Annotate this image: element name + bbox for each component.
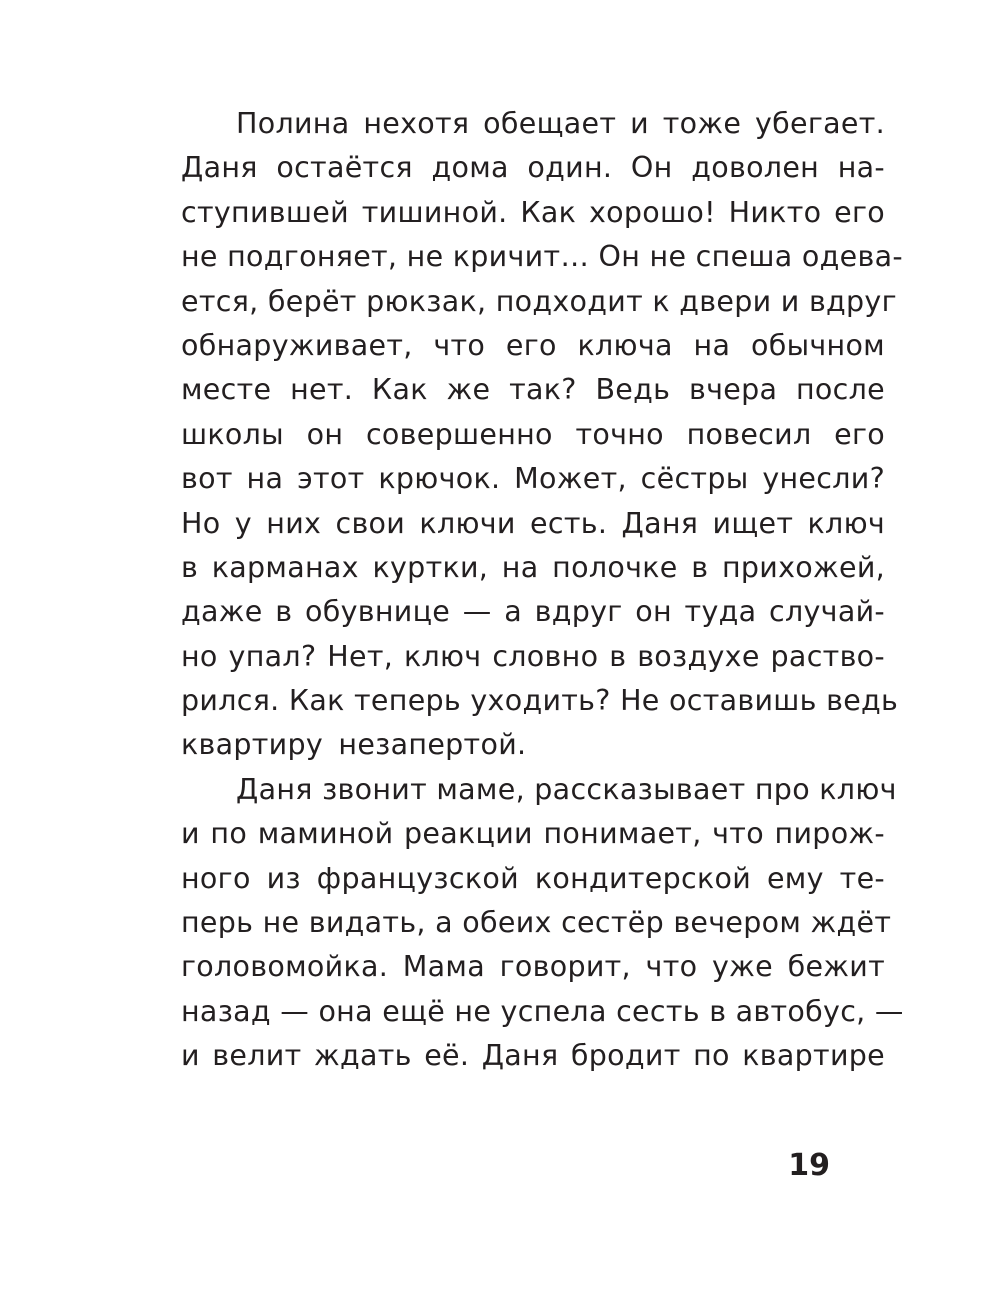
text-line: и по маминой реакции понимает, что пирож-: [181, 817, 885, 851]
body-text: [181, 102, 904, 1079]
text-line: ного из французской кондитерской ему те-: [181, 861, 885, 895]
text-line: квартиру незапертой.: [181, 728, 527, 762]
text-line: перь не видать, а обеих сестёр вечером ждёт: [181, 906, 892, 940]
text-line: но упал? Нет, ключ словно в воздухе раство-: [181, 639, 885, 673]
text-line: месте нет. Как же так? Ведь вчера после: [181, 373, 885, 407]
text-line: вот на этот крючок. Может, сёстры унесли?: [181, 462, 885, 496]
text-line: ступившей тишиной. Как хорошо! Никто его: [181, 195, 885, 229]
text-line: в карманах куртки, на полочке в прихожей,: [181, 550, 885, 584]
text-line: даже в обувнице — а вдруг он туда случай-: [181, 595, 885, 629]
text-line: головомойка. Мама говорит, что уже бежит: [181, 950, 885, 984]
text-line: Полина нехотя обещает и тоже убегает.: [236, 107, 885, 140]
text-line: школы он совершенно точно повесил его: [181, 417, 885, 451]
text-line: не подгоняет, не кричит… Он не спеша одева-: [181, 240, 903, 274]
text-line: и велит ждать её. Даня бродит по квартире: [181, 1039, 885, 1073]
text-line: назад — она ещё не успела сесть в автобус, —: [181, 994, 904, 1028]
text-line: обнаруживает, что его ключа на обычном: [181, 328, 885, 362]
text-line: Но у них свои ключи есть. Даня ищет ключ: [181, 506, 885, 540]
page-number: 19: [788, 1148, 830, 1183]
text-line: рился. Как теперь уходить? Не оставишь ведь: [181, 684, 899, 718]
text-line: ется, берёт рюкзак, подходит к двери и вдруг: [181, 284, 897, 318]
text-line: Даня звонит маме, рассказывает про ключ: [236, 772, 897, 806]
text-line: Даня остаётся дома один. Он доволен на-: [181, 151, 885, 185]
